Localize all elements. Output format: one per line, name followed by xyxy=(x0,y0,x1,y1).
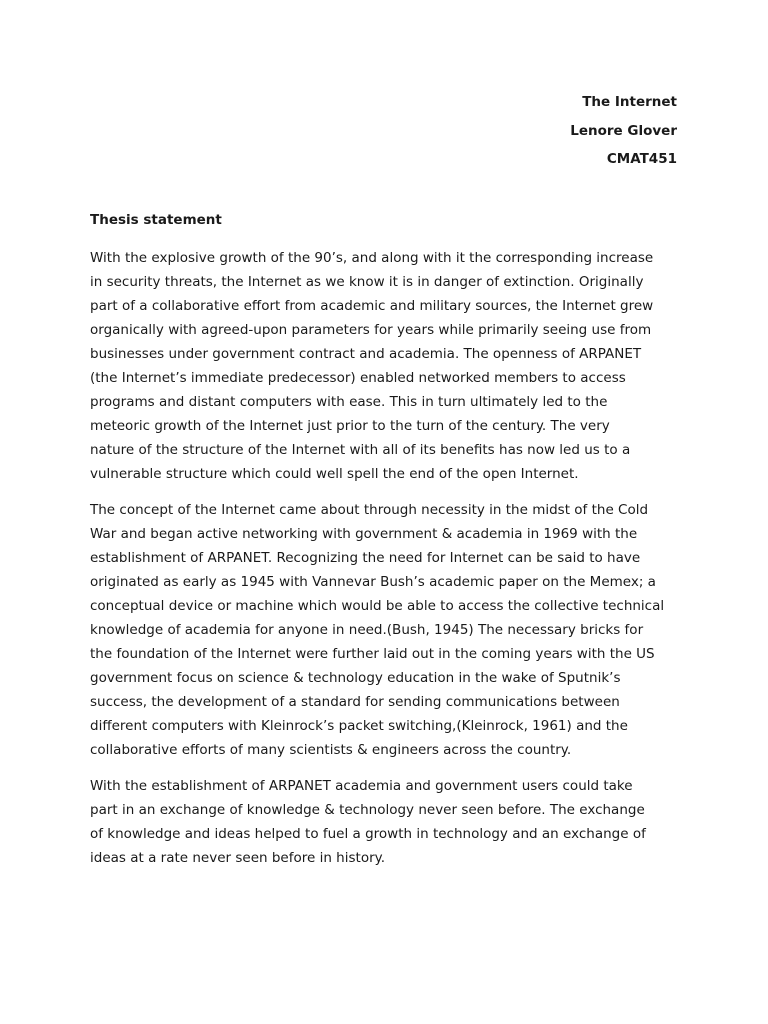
text-line: meteoric growth of the Internet just prior to the turn of the century. The very xyxy=(90,418,610,434)
text-line: programs and distant computers with ease. This in turn ultimately led to the xyxy=(90,394,608,410)
paragraph-3 xyxy=(90,774,686,870)
document-body xyxy=(90,210,686,882)
text-line: With the explosive growth of the 90’s, and along with it the corresponding increase xyxy=(90,250,654,266)
text-line: (the Internet’s immediate predecessor) enabled networked members to access xyxy=(90,370,626,386)
text-line: The concept of the Internet came about through necessity in the midst of the Cold xyxy=(90,502,649,518)
course-code: CMAT451 xyxy=(606,151,677,167)
text-line: conceptual device or machine which would be able to access the collective technical xyxy=(90,598,665,614)
text-line: government focus on science & technology education in the wake of Sputnik’s xyxy=(90,670,621,686)
text-line: ideas at a rate never seen before in history. xyxy=(90,850,385,866)
paragraph-2 xyxy=(90,498,686,762)
text-line: success, the development of a standard for sending communications between xyxy=(90,694,620,710)
paragraph-1 xyxy=(90,246,686,486)
text-line: part in an exchange of knowledge & technology never seen before. The exchange xyxy=(90,802,645,818)
text-line: collaborative efforts of many scientists & engineers across the country. xyxy=(90,742,572,758)
text-line: businesses under government contract and academia. The openness of ARPANET xyxy=(90,346,642,362)
text-line: organically with agreed-upon parameters for years while primarily seeing use from xyxy=(90,322,652,338)
text-line: With the establishment of ARPANET academia and government users could take xyxy=(90,778,633,794)
text-line: originated as early as 1945 with Vannevar Bush’s academic paper on the Memex; a xyxy=(90,574,656,590)
title-block xyxy=(570,88,677,174)
text-line: vulnerable structure which could well spell the end of the open Internet. xyxy=(90,466,579,482)
text-line: nature of the structure of the Internet with all of its benefits has now led us to a xyxy=(90,442,631,458)
text-line: establishment of ARPANET. Recognizing the need for Internet can be said to have xyxy=(90,550,641,566)
text-line: knowledge of academia for anyone in need.(Bush, 1945) The necessary bricks for xyxy=(90,622,644,638)
text-line: in security threats, the Internet as we know it is in danger of extinction. Originally xyxy=(90,274,644,290)
section-heading: Thesis statement xyxy=(90,212,222,228)
text-line: War and began active networking with government & academia in 1969 with the xyxy=(90,526,638,542)
document-title: The Internet xyxy=(582,94,677,110)
text-line: the foundation of the Internet were further laid out in the coming years with the US xyxy=(90,646,655,662)
text-line: part of a collaborative effort from academic and military sources, the Internet grew xyxy=(90,298,654,314)
author-name: Lenore Glover xyxy=(570,122,677,139)
text-line: of knowledge and ideas helped to fuel a growth in technology and an exchange of xyxy=(90,826,646,842)
text-line: different computers with Kleinrock’s packet switching,(Kleinrock, 1961) and the xyxy=(90,718,628,734)
